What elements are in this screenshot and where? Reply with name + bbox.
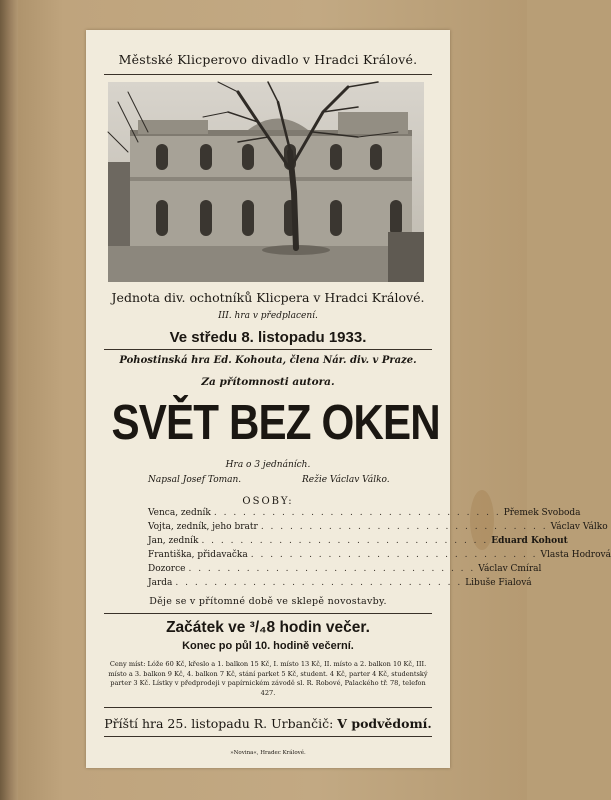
end-time: Konec po půl 10. hodině večerní. xyxy=(182,640,354,652)
top-divider xyxy=(104,74,432,75)
next-play-title: V podvědomí. xyxy=(337,716,432,731)
cast-role: Františka, přidavačka xyxy=(148,550,248,560)
leader-dots: . . . . . . . . . . . . . . . . . . . . . . . . . . . . . . xyxy=(188,564,476,574)
cast-row xyxy=(148,550,611,564)
play-title: SVĚT BEZ OKEN xyxy=(111,396,440,450)
cast-row xyxy=(148,508,581,522)
leader-dots: . . . . . . . . . . . . . . . . . . . . . . . . . . . . . . xyxy=(175,578,463,588)
date-divider xyxy=(104,349,432,350)
cast-role: Venca, zedník xyxy=(148,508,211,518)
cast-actor: Přemek Svoboda xyxy=(503,508,581,518)
next-play-prefix: Příští hra 25. listopadu R. Urbančič: xyxy=(104,716,334,731)
cast-actor: Vlasta Hodrová xyxy=(540,550,611,560)
cast-role: Vojta, zedník, jeho bratr xyxy=(148,522,258,532)
play-subtitle: Hra o 3 jednáních. xyxy=(225,460,311,470)
leader-dots: . . . . . . . . . . . . . . . . . . . . . . . . . . . . . . xyxy=(260,522,548,532)
author-credit: Napsal Josef Toman. xyxy=(148,475,242,485)
binder-spine xyxy=(0,0,18,800)
leader-dots: . . . . . . . . . . . . . . . . . . . . . . . . . . . . . . xyxy=(250,550,538,560)
theatre-name: Městské Klicperovo divadlo v Hradci Králové. xyxy=(118,52,418,67)
cast-row xyxy=(148,578,532,592)
bottom-divider xyxy=(104,707,432,708)
leader-dots: . . . . . . . . . . . . . . . . . . . . . . . . . . . . . . xyxy=(213,508,501,518)
ticket-prices: Ceny míst: Lóže 60 Kč, křeslo a 1. balkon 15 Kč, I. místo 13 Kč, II. místo a 2. balkon 10 Kč, III. místo a 3. balkon 9 Kč, 4. balkon 7 Kč, stání parket 5 Kč, student. 4 Kč, parter 4 Kč, studentský parter 3 Kč. Lístky v předprodeji v papírnickém závodě sl. R. Robové, Palackého tř. 78, telefon 427. xyxy=(108,660,428,697)
leader-dots: . . . . . . . . . . . . . . . . . . . . . . . . . . . . . . xyxy=(201,536,489,546)
cast-role: Jarda xyxy=(148,578,173,588)
cast-row xyxy=(148,564,542,578)
cast-row xyxy=(148,536,568,550)
scene-setting: Děje se v přítomné době ve sklepě novostavby. xyxy=(149,596,387,607)
subscription-note: III. hra v předplacení. xyxy=(218,311,318,321)
theatre-poster xyxy=(86,30,611,768)
start-time: Začátek ve ³/₄8 hodin večer. xyxy=(166,619,370,636)
director-credit: Režie Václav Válko. xyxy=(302,475,390,485)
cast-heading: OSOBY: xyxy=(242,496,294,507)
guest-performance: Pohostinská hra Ed. Kohouta, člena Nár. div. v Praze. xyxy=(119,355,417,366)
performance-date: Ve středu 8. listopadu 1933. xyxy=(169,329,367,346)
printer-imprint: »Novina«, Hradec Králové. xyxy=(230,750,306,756)
cast-actor: Václav Válko xyxy=(550,522,608,532)
cast-actor: Václav Cmíral xyxy=(478,564,542,574)
cast-role: Jan, zedník xyxy=(148,536,199,546)
footer-divider xyxy=(104,736,432,737)
cast-actor: Libuše Fialová xyxy=(465,578,532,588)
next-play xyxy=(86,716,450,731)
cast-actor: Eduard Kohout xyxy=(491,536,568,546)
company-name: Jednota div. ochotníků Klicpera v Hradci Králové. xyxy=(111,290,425,305)
cast-row xyxy=(148,522,608,536)
cast-role: Dozorce xyxy=(148,564,186,574)
author-presence: Za přítomnosti autora. xyxy=(201,376,335,388)
scene-divider xyxy=(104,613,432,614)
theatre-building-photo xyxy=(108,82,424,282)
